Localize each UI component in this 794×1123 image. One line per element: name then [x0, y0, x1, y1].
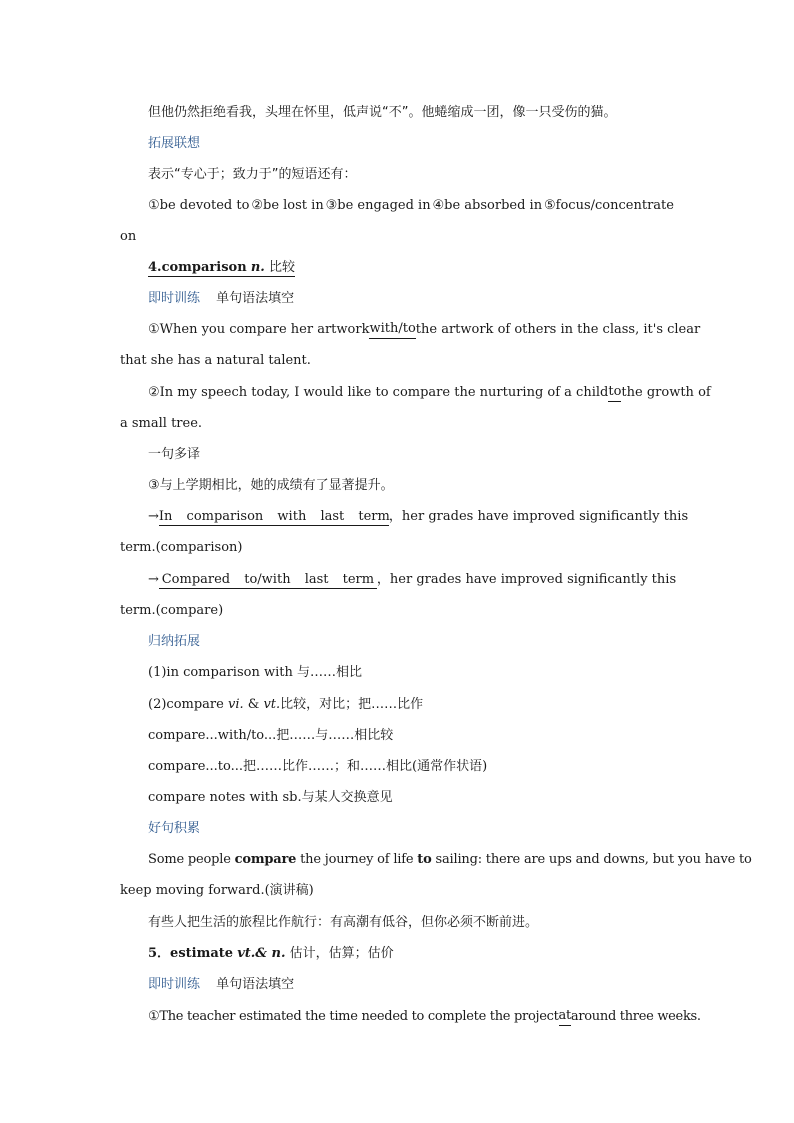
good-sentence-en: Some people compare the journey of life to sailing: there are ups and downs, but you have to: [148, 852, 752, 867]
summary-item: compare...to...把……比作……；和……相比(通常作状语): [148, 759, 488, 774]
translation-2: → Compared to/with last term ， her grades have improved significantly this: [148, 572, 677, 587]
exercise-q1-continuation: that she has a natural talent.: [120, 353, 311, 368]
part-of-speech: n.: [250, 260, 265, 275]
answer-blank: with/to: [369, 321, 415, 339]
exercise-q1: ①When you compare her artwork with/to the artwork of others in the class, it's clear: [148, 321, 701, 337]
translation-2-continuation: term.(compare): [120, 603, 224, 618]
good-sentence-en-continuation: keep moving forward.(演讲稿): [120, 883, 314, 898]
summary-item: compare...with/to...把……与……相比较: [148, 728, 394, 743]
practice-heading: 即时训练 单句语法填空: [148, 977, 295, 992]
translation-1: →In comparison with last term， her grades have improved significantly this: [148, 509, 689, 524]
word-meaning: 估计，估算；估价: [289, 946, 394, 961]
phrase-item: ④be absorbed in: [432, 198, 543, 213]
word-heading-5: 5．estimate vt.& n. 估计，估算；估价: [148, 946, 394, 961]
multi-translation-title: 一句多译: [148, 447, 201, 462]
exercise-q2-continuation: a small tree.: [120, 416, 203, 431]
headword: comparison: [161, 260, 247, 275]
headword: estimate: [170, 946, 234, 961]
phrase-item: ③be engaged in: [325, 198, 431, 213]
summary-item: (1)in comparison with 与……相比: [148, 665, 362, 680]
answer-blank: In comparison with last term: [158, 509, 390, 524]
answer-blank: at: [559, 1008, 571, 1026]
phrase-list-continuation: on: [120, 229, 137, 244]
summary-item: compare notes with sb.与某人交换意见: [148, 790, 393, 805]
good-sentence-title: 好句积累: [148, 821, 201, 836]
word-heading-4: [148, 259, 674, 277]
word-meaning: 比较: [268, 260, 295, 275]
summary-section-title: 归纳拓展: [148, 634, 201, 649]
expand-intro: 表示“专心于；致力于”的短语还有：: [148, 167, 357, 182]
exercise-q5: ①The teacher estimated the time needed to complete the project at around three weeks.: [148, 1008, 701, 1024]
practice-heading: 即时训练 单句语法填空: [148, 291, 295, 306]
phrase-list: [148, 197, 674, 215]
good-sentence-cn: 有些人把生活的旅程比作航行：有高潮有低谷，但你必须不断前进。: [148, 915, 539, 930]
word-heading-underline: 4.comparison n. 比较: [148, 260, 295, 275]
part-of-speech: vt.& n.: [237, 946, 286, 961]
translation-1-continuation: term.(comparison): [120, 540, 243, 555]
exercise-q2: ②In my speech today, I would like to compare the nurturing of a child to the growth of: [148, 384, 711, 400]
exercise-q3-chinese: ③与上学期相比，她的成绩有了显著提升。: [148, 478, 394, 493]
phrase-item: ⑤focus/concentrate: [544, 198, 674, 213]
answer-blank: Compared to/with last term: [159, 572, 377, 589]
expand-section-title: 拓展联想: [148, 136, 201, 151]
summary-item: (2)compare vi. & vt.比较，对比；把……比作: [148, 697, 424, 712]
chinese-translation-line: 但他仍然拒绝看我，头埋在怀里，低声说“不”。他蜷缩成一团，像一只受伤的猫。: [148, 105, 617, 120]
phrase-item: ②be lost in: [251, 198, 324, 213]
answer-blank: to: [608, 384, 621, 402]
phrase-item: ①be devoted to: [148, 198, 250, 213]
